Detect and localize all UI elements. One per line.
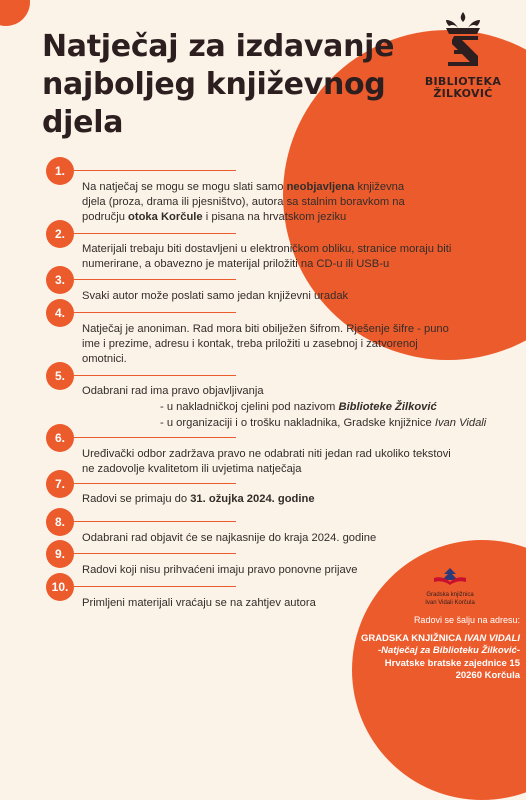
item-divider <box>74 375 236 376</box>
item-number: 4. <box>46 299 74 327</box>
item-divider <box>74 553 236 554</box>
item-divider <box>74 233 236 234</box>
item-text: Odabrani rad ima pravo objavljivanja <box>82 385 264 397</box>
item-text: Natječaj je anoniman. Rad mora biti obilježen šifrom. Rješenje šifre - puno ime i prezime, adresu i kontak, treba priložiti u zasebnoj i zatvorenoj omotnici. <box>82 323 449 365</box>
item-text: Primljeni materijali vraćaju se na zahtjev autora <box>82 597 316 609</box>
item-number: 8. <box>46 508 74 536</box>
library-logo <box>420 564 480 607</box>
book-icon <box>430 564 470 586</box>
address-line: Hrvatske bratske zajednice 15 <box>384 657 520 669</box>
crown-z-icon <box>432 10 494 72</box>
item-divider <box>74 437 236 438</box>
biblioteka-logo <box>418 10 508 100</box>
item-text: Odabrani rad objavit će se najkasnije do kraja 2024. godine <box>82 532 377 544</box>
address-block <box>352 614 520 683</box>
library-logo-line2: Ivan Vidali Korčula <box>425 600 475 606</box>
item-number: 3. <box>46 266 74 294</box>
item-subtext: - u nakladničkoj cjelini pod nazivom Biblioteke Žilković <box>160 401 437 413</box>
address-line: 20260 Korčula <box>455 670 520 681</box>
biblioteka-logo-text: BIBLIOTEKA ŽILKOVIĆ <box>424 75 502 100</box>
item-subtext: - u organizaciji i o trošku nakladnika, Gradske knjižnice Ivan Vidali <box>160 417 487 429</box>
item-divider <box>74 521 236 522</box>
address-line: -Natječaj za Biblioteku Žilković- <box>377 645 520 656</box>
item-divider <box>74 483 236 484</box>
decor-circle-top <box>0 0 30 26</box>
item-text: Radovi koji nisu prihvaćeni imaju pravo ponovne prijave <box>82 564 358 576</box>
item-number: 2. <box>46 220 74 248</box>
item-number: 10. <box>46 573 74 601</box>
item-text: Svaki autor može poslati samo jedan književni uradak <box>82 290 349 302</box>
item-number: 5. <box>46 362 74 390</box>
item-number: 7. <box>46 470 74 498</box>
item-text: Uređivački odbor zadržava pravo ne odabrati niti jedan rad ukoliko tekstovi ne zadovolje kvalitetom ili uvjetima natječaja <box>82 448 451 475</box>
address-heading: Radovi se šalju na adresu: <box>413 615 520 625</box>
page-title: Natječaj za izdavanje najboljeg književnog djela <box>42 29 395 140</box>
item-text: Na natječaj se mogu se mogu slati samo neobjavljena književna djela (proza, drama ili pjesništvo), autora sa stalnim boravkom na području otoka Korčule i pisana na hrvatskom jeziku <box>82 181 405 223</box>
library-logo-line1: Gradska knjižnica <box>426 592 474 598</box>
item-divider <box>74 170 236 171</box>
item-text: Radovi se primaju do 31. ožujka 2024. godine <box>82 493 315 505</box>
item-number: 1. <box>46 157 74 185</box>
item-divider <box>74 279 236 280</box>
address-line: GRADSKA KNJIŽNICA IVAN VIDALI <box>360 632 520 644</box>
item-divider <box>74 586 236 587</box>
item-divider <box>74 312 236 313</box>
item-number: 6. <box>46 424 74 452</box>
item-text: Materijali trebaju biti dostavljeni u elektroničkom obliku, stranice moraju biti numerirane, a obavezno je materijal priložiti na CD-u ili USB-u <box>82 243 452 270</box>
item-number: 9. <box>46 540 74 568</box>
